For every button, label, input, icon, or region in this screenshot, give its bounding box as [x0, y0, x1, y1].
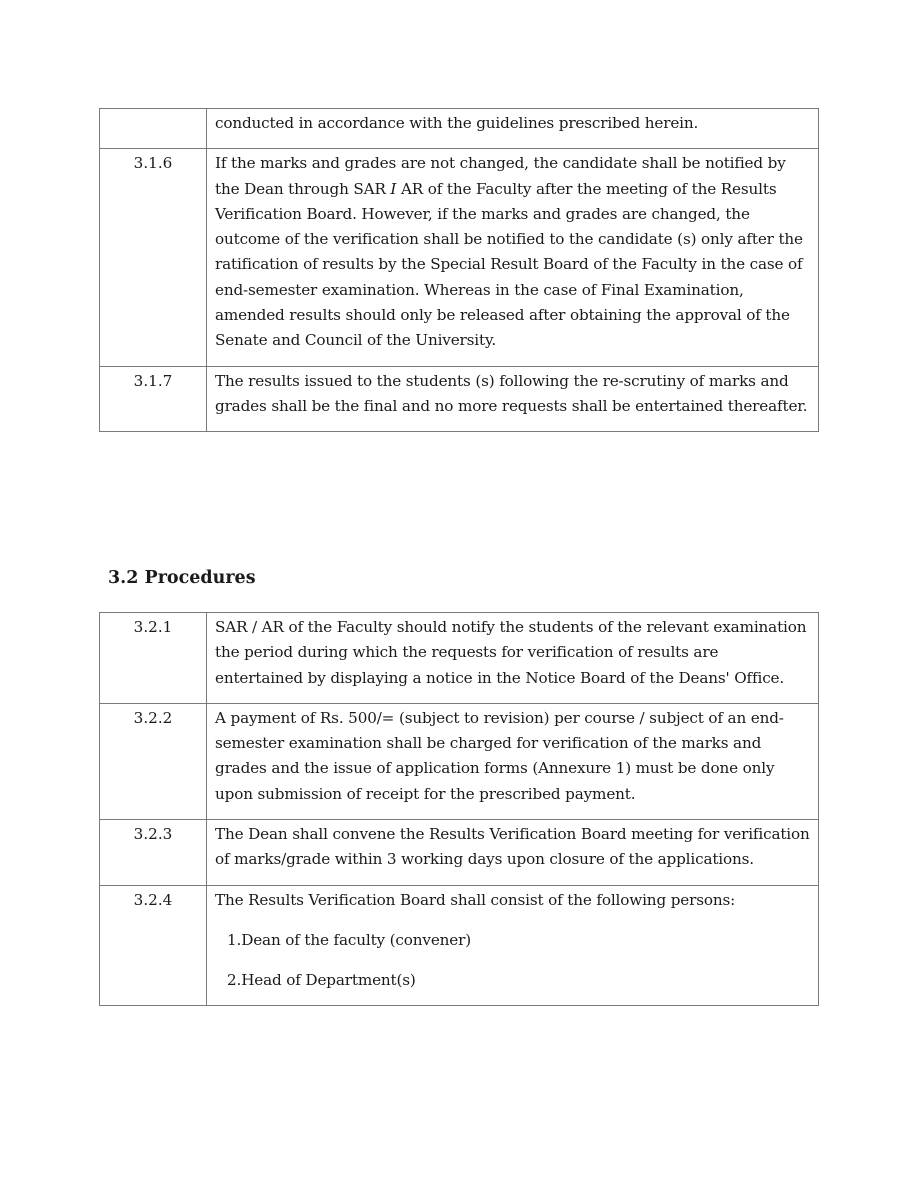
procedures-table-3-2	[99, 612, 819, 1006]
list-item: 2.Head of Department(s)	[227, 970, 416, 989]
board-members-list	[215, 928, 810, 993]
table-row	[100, 149, 819, 366]
clause-number: 3.2.1	[100, 613, 207, 704]
clause-number: 3.1.7	[100, 366, 207, 432]
list-item: 1.Dean of the faculty (convener)	[227, 930, 472, 949]
table-row	[100, 366, 819, 432]
clause-number: 3.2.4	[100, 885, 207, 1005]
clause-number: 3.2.2	[100, 703, 207, 819]
table-row	[100, 820, 819, 886]
clause-intro: The Results Verification Board shall consist of the following persons:	[215, 890, 736, 909]
clause-number: 3.1.6	[100, 149, 207, 366]
clause-text: The results issued to the students (s) following the re-scrutiny of marks and grades shall be the final and no more requests shall be entertained thereafter.	[207, 366, 819, 432]
clause-text: A payment of Rs. 500/= (subject to revision) per course / subject of an end-semester examination shall be charged for verification of the marks and grades and the issue of application forms (Annexure 1) must be done only upon submission of receipt for the prescribed payment.	[207, 703, 819, 819]
clause-number: 3.2.3	[100, 820, 207, 886]
table-row	[100, 613, 819, 704]
clause-text-part: AR of the Faculty after the meeting of the Results Verification Board. However, if the marks and grades are changed, the outcome of the verification shall be notified to the candidate (s) only after the ratification of results by the Special Result Board of the Faculty in the case of end-semester examination. Whereas in the case of Final Examination, amended results should only be released after obtaining the approval of the Senate and Council of the University.	[215, 179, 803, 350]
clause-text: SAR / AR of the Faculty should notify the students of the relevant examination the period during which the requests for verification of results are entertained by displaying a notice in the Notice Board of the Deans' Office.	[207, 613, 819, 704]
clause-number	[100, 109, 207, 149]
clause-text	[207, 149, 819, 366]
clause-text-italic: I	[390, 179, 397, 198]
clause-text: conducted in accordance with the guidelines prescribed herein.	[207, 109, 819, 149]
table-row	[100, 109, 819, 149]
clause-text-part: If the marks and grades are not changed, the candidate shall be notified by the Dean through SAR	[215, 154, 786, 198]
clause-text	[207, 885, 819, 1005]
section-heading: 3.2 Procedures	[108, 568, 256, 588]
clause-text: The Dean shall convene the Results Verification Board meeting for verification of marks/grade within 3 working days upon closure of the applications.	[207, 820, 819, 886]
table-row	[100, 885, 819, 1005]
table-row	[100, 703, 819, 819]
regulations-table-3-1	[99, 108, 819, 432]
